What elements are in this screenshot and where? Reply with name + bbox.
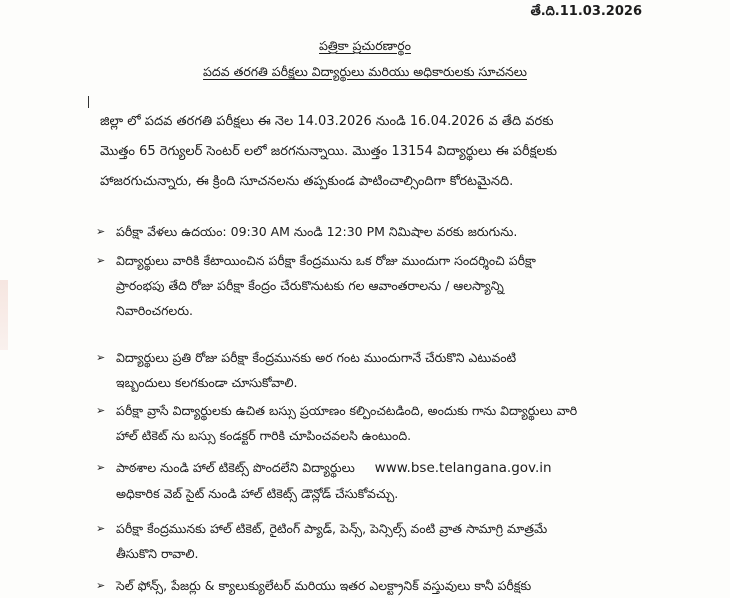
bullet-line: నివారించగలరు. [116, 303, 193, 318]
bullet-line: ప్రారంభపు తేది రోజు పరీక్షా కేంద్రం చేరుకొనుటకు గల ఆవాంతరాలను / ఆలస్యాన్ని [116, 278, 504, 293]
margin-tick-mark [88, 96, 89, 108]
bullet-line: హాల్ టికెట్ ను బస్సు కండక్టర్ గారికి చూపించవలసి ఉంటుంది. [116, 428, 412, 443]
bullet-line: తీసుకొని రావాలి. [116, 546, 199, 561]
bullet-line: ఇబ్బందులు కలగకుండా చూసుకోవాలి. [116, 375, 298, 390]
arrow-bullet-icon: ➢ [96, 225, 106, 238]
scan-edge-mark [0, 280, 8, 350]
bullet-line: విద్యార్థులు ప్రతి రోజు పరీక్షా కేంద్రమునకు అర గంట ముందుగానే చేరుకొని ఎటువంటి [116, 350, 517, 365]
bullet-line: పాఠశాల నుండి హాల్ టికెట్స్ పొందలేని విద్యార్థులు [116, 460, 355, 475]
bullet-line: అధికారిక వెబ్ సైట్ నుండి హాల్ టికెట్స్ డౌన్లోడ్ చేసుకోవచ్చు. [116, 486, 399, 501]
website-link[interactable]: www.bse.telangana.gov.in [374, 460, 552, 476]
document-date: తే.ది.11.03.2026 [530, 4, 642, 19]
press-release-heading: పత్రికా ప్రచురణార్థం [319, 38, 411, 53]
intro-line: మొత్తం 65 రెగ్యులర్ సెంటర్ లలో జరగనున్నాయి. మొత్తం 13154 విద్యార్థులు ఈ పరీక్షలకు [100, 144, 558, 159]
arrow-bullet-icon: ➢ [96, 254, 106, 267]
arrow-bullet-icon: ➢ [96, 579, 106, 592]
bullet-line: విద్యార్థులు వారికి కేటాయించిన పరీక్షా కేంద్రమును ఒక రోజు ముందుగా సందర్శించి పరీక్షా [116, 253, 536, 268]
intro-line: జిల్లా లో పదవ తరగతి పరీక్షలు ఈ నెల 14.03.2026 నుండి 16.04.2026 వ తేది వరకు [100, 114, 554, 129]
bullet-line: పరీక్షా వేళలు ఉదయం: 09:30 AM నుండి 12:30 PM నిమిషాల వరకు జరుగును. [116, 224, 518, 239]
subject-heading: పదవ తరగతి పరీక్షలు విద్యార్థులు మరియు అధికారులకు సూచనలు [203, 64, 527, 79]
intro-line: హాజరగుచున్నారు, ఈ క్రింది సూచనలను తప్పకుండ పాటించాల్సిందిగా కోరటమైనది. [100, 174, 514, 189]
arrow-bullet-icon: ➢ [96, 404, 106, 417]
arrow-bullet-icon: ➢ [96, 351, 106, 364]
bullet-line: సెల్ ఫోన్స్, పేజర్లు & క్యాలుక్యులేటర్ మరియు ఇతర ఎలక్ట్రానిక్ వస్తువులు కానీ పరీక్షకు [116, 578, 532, 593]
bullet-line: పరీక్షా వ్రాసే విద్యార్థులకు ఉచిత బస్సు ప్రయాణం కల్పించటడింది, అందుకు గాను విద్యార్థులు వారి [116, 403, 578, 418]
intro-paragraph [100, 107, 645, 197]
arrow-bullet-icon: ➢ [96, 461, 106, 474]
arrow-bullet-icon: ➢ [96, 522, 106, 535]
bullet-line: పరీక్షా కేంద్రమునకు హాల్ టికెట్, రైటింగ్ ప్యాడ్, పెన్స్, పెన్సిల్స్ వంటి వ్రాత సామాగ్రి మాత్రమే [116, 521, 548, 536]
